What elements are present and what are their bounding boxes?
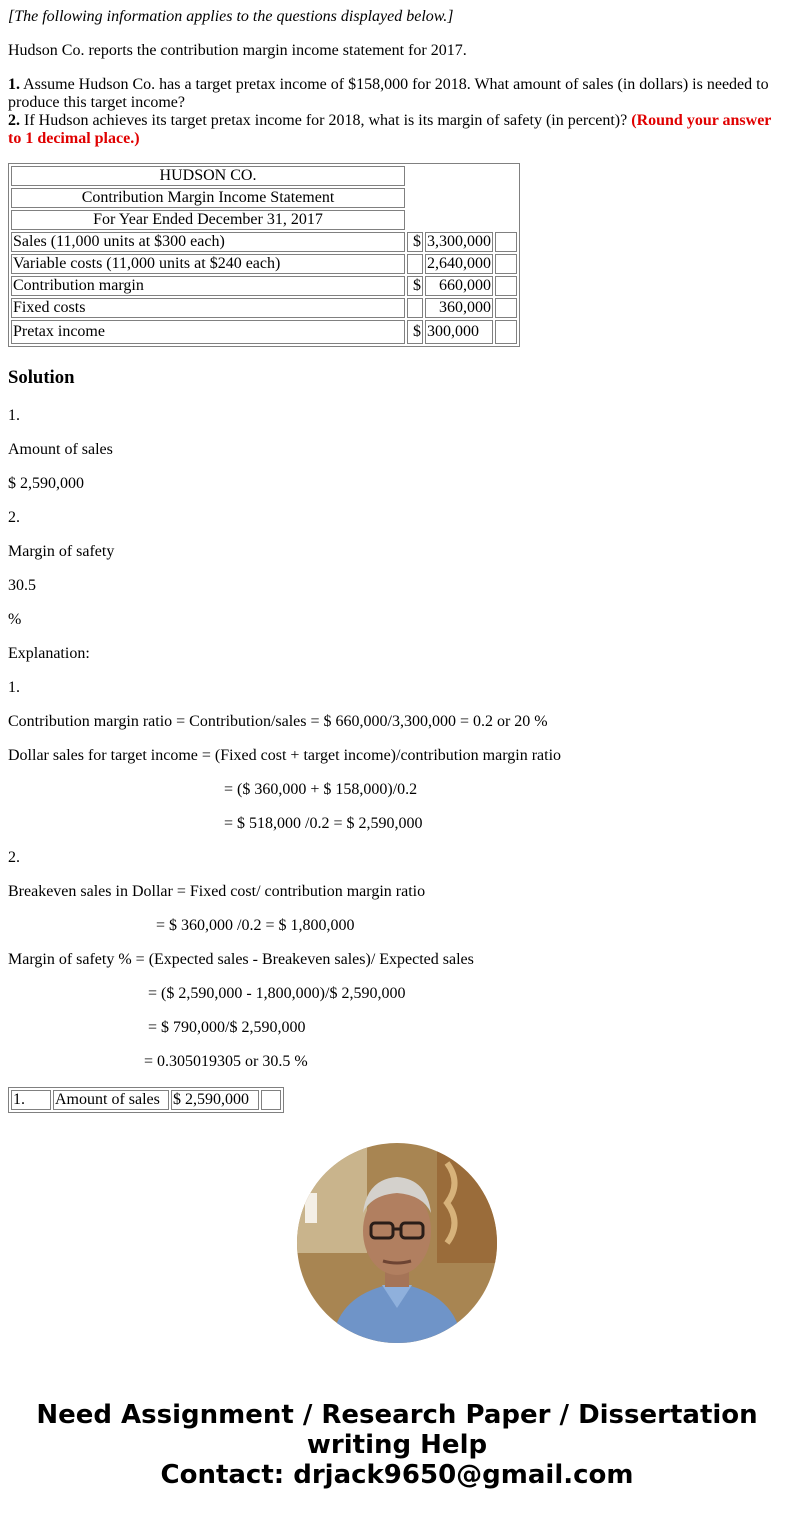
row-currency (407, 298, 423, 318)
question-1 (8, 76, 786, 112)
row-amount: 2,640,000 (427, 255, 491, 272)
calc-line: Dollar sales for target income = (Fixed cost + target income)/contribution margin ratio (8, 747, 562, 764)
solution-line: 1. (8, 407, 20, 424)
statement-row (11, 254, 517, 274)
solution-body (8, 407, 786, 1071)
statement-title: Contribution Margin Income Statement (11, 188, 405, 208)
question-2-rounding-note: (Round your answer to 1 decimal place.) (8, 112, 772, 147)
calc-line: = 0.305019305 or 30.5 % (144, 1053, 308, 1070)
question-2 (8, 112, 786, 148)
statement-company: HUDSON CO. (11, 166, 405, 186)
answer-blank-cell (261, 1090, 281, 1110)
statement-row (11, 276, 517, 296)
solution-heading: Solution (8, 367, 75, 388)
statement-period: For Year Ended December 31, 2017 (11, 210, 405, 230)
question-2-text: If Hudson achieves its target pretax income for 2018, what is its margin of safety (in percent)? (20, 112, 632, 129)
row-blank-cell (495, 276, 517, 296)
answer-table (8, 1087, 284, 1113)
row-currency (407, 254, 423, 274)
row-blank-cell (495, 320, 517, 344)
footer-headline: Need Assignment / Research Paper / Dissertation writing Help (36, 1400, 758, 1460)
solution-line: 2. (8, 849, 20, 866)
question-1-number: 1. (8, 76, 20, 93)
person-portrait-icon (297, 1143, 497, 1343)
question-2-number: 2. (8, 112, 20, 129)
calc-line: = $ 360,000 /0.2 = $ 1,800,000 (156, 917, 355, 934)
row-amount: 3,300,000 (427, 233, 491, 250)
solution-line: 1. (8, 679, 20, 696)
answer-row (11, 1090, 281, 1110)
solution-line: % (8, 611, 22, 628)
solution-line: Margin of safety (8, 543, 115, 560)
answer-label: Amount of sales (53, 1090, 169, 1110)
row-currency: $ (407, 232, 423, 252)
answer-value: $ 2,590,000 (171, 1090, 259, 1110)
row-currency: $ (407, 276, 423, 296)
question-1-text: Assume Hudson Co. has a target pretax income of $158,000 for 2018. What amount of sales (in dollars) is needed to produce this target income? (8, 76, 769, 111)
footer-promo (0, 1400, 794, 1490)
row-amount: 660,000 (425, 276, 493, 296)
income-statement-table (8, 163, 520, 347)
footer-contact: Contact: drjack9650@gmail.com (160, 1460, 634, 1490)
row-label: Contribution margin (11, 276, 405, 296)
solution-answer-margin: 30.5 (8, 577, 36, 594)
calc-line: Contribution margin ratio = Contribution/sales = $ 660,000/3,300,000 = 0.2 or 20 % (8, 713, 548, 730)
calc-line: = $ 790,000/$ 2,590,000 (148, 1019, 306, 1036)
lead-text: Hudson Co. reports the contribution margin income statement for 2017. (8, 42, 467, 59)
row-label: Pretax income (11, 320, 405, 344)
row-label: Sales (11,000 units at $300 each) (11, 232, 405, 252)
explanation-label: Explanation: (8, 645, 90, 662)
calc-line: = ($ 360,000 + $ 158,000)/0.2 (224, 781, 418, 798)
solution-answer-sales: $ 2,590,000 (8, 475, 84, 492)
solution-line: 2. (8, 509, 20, 526)
avatar (297, 1143, 497, 1343)
calc-line: Breakeven sales in Dollar = Fixed cost/ contribution margin ratio (8, 883, 426, 900)
row-blank-cell (495, 232, 517, 252)
calc-line: Margin of safety % = (Expected sales - Breakeven sales)/ Expected sales (8, 951, 474, 968)
statement-row (11, 298, 517, 318)
row-amount: 360,000 (425, 298, 493, 318)
calc-line: = $ 518,000 /0.2 = $ 2,590,000 (224, 815, 423, 832)
intro-note: [The following information applies to the questions displayed below.] (8, 8, 454, 25)
statement-row (11, 320, 517, 344)
row-label: Variable costs (11,000 units at $240 each) (11, 254, 405, 274)
solution-line: Amount of sales (8, 441, 113, 458)
statement-row (11, 232, 517, 252)
row-amount: 300,000 (425, 320, 493, 344)
avatar-container (0, 1143, 794, 1348)
row-currency: $ (407, 320, 423, 344)
calc-line: = ($ 2,590,000 - 1,800,000)/$ 2,590,000 (148, 985, 406, 1002)
row-blank-cell (495, 254, 517, 274)
row-blank-cell (495, 298, 517, 318)
row-label: Fixed costs (11, 298, 405, 318)
answer-number: 1. (11, 1090, 51, 1110)
